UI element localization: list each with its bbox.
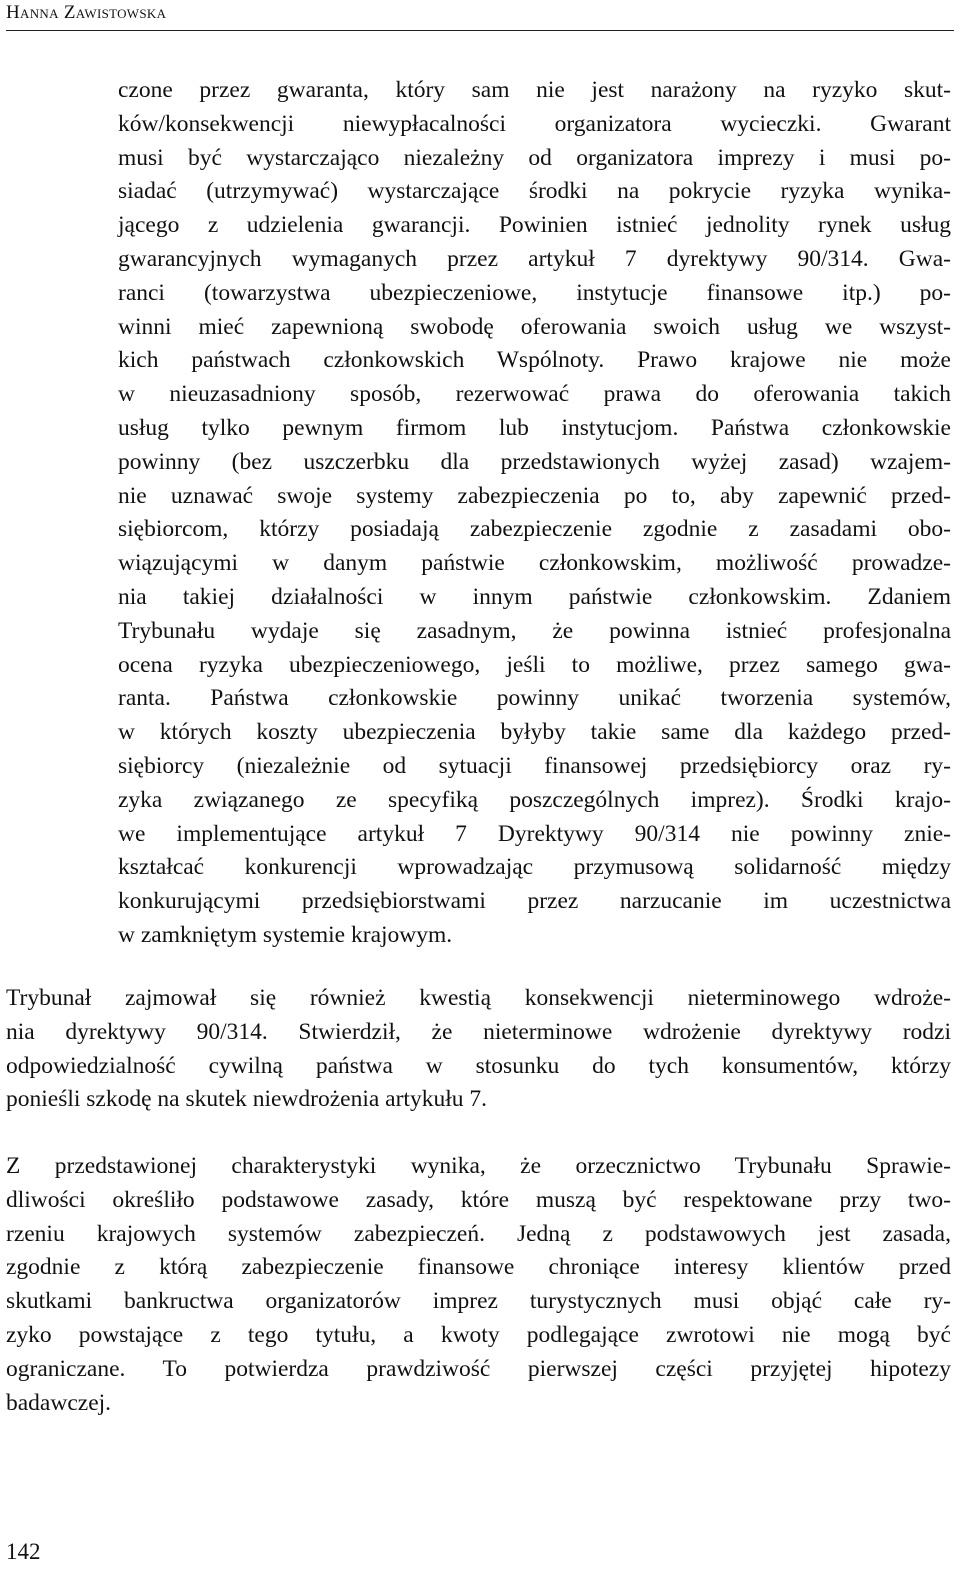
- quote-line: Trybunału wydaje się zasadnym, że powinna istnieć profesjonalna: [118, 617, 951, 644]
- paragraph-1-line: ponieśli szkodę na skutek niewdrożenia artykułu 7.: [6, 1086, 487, 1113]
- quote-line: kształcać konkurencji wprowadzając przymusową solidarność między: [118, 854, 951, 881]
- paragraph-1-line: nia dyrektywy 90/314. Stwierdził, że nieterminowe wdrożenie dyrektywy rodzi: [6, 1018, 951, 1045]
- quote-line: wiązującymi w danym państwie członkowskim, możliwość prowadze-: [118, 550, 951, 577]
- quote-line: w których koszty ubezpieczenia byłyby takie same dla każdego przed-: [118, 719, 951, 746]
- quote-line: siadać (utrzymywać) wystarczające środki na pokrycie ryzyka wynika-: [118, 178, 951, 205]
- quote-line: siębiorcy (niezależnie od sytuacji finansowej przedsiębiorcy oraz ry-: [118, 752, 951, 779]
- paragraph-1: [6, 982, 951, 1117]
- paragraph-2-line: Z przedstawionej charakterystyki wynika, że orzecznictwo Trybunału Sprawie-: [6, 1153, 951, 1179]
- quote-line: we implementujące artykuł 7 Dyrektywy 90/314 nie powinny znie-: [118, 820, 951, 847]
- header-author: Hanna Zawistowska: [6, 2, 167, 23]
- quote-line: ranci (towarzystwa ubezpieczeniowe, instytucje finansowe itp.) po-: [118, 279, 951, 306]
- paragraph-2: [6, 1150, 951, 1420]
- quote-line: czone przez gwaranta, który sam nie jest narażony na ryzyko skut-: [118, 77, 951, 103]
- paragraph-1-line: Trybunał zajmował się również kwestią konsekwencji nieterminowego wdroże-: [6, 985, 951, 1011]
- quote-line: kich państwach członkowskich Wspólnoty. Prawo krajowe nie może: [118, 347, 951, 374]
- quote-line: gwarancyjnych wymaganych przez artykuł 7 dyrektywy 90/314. Gwa-: [118, 245, 951, 272]
- paragraph-2-line: zyko powstające z tego tytułu, a kwoty podlegające zwrotowi nie mogą być: [6, 1321, 951, 1348]
- quote-line: ków/konsekwencji niewypłacalności organizatora wycieczki. Gwarant: [118, 110, 951, 137]
- paragraph-2-line: dliwości określiło podstawowe zasady, które muszą być respektowane przy two-: [6, 1186, 951, 1213]
- quote-line: siębiorcom, którzy posiadają zabezpieczenie zgodnie z zasadami obo-: [118, 516, 951, 543]
- quote-line: winni mieć zapewnioną swobodę oferowania swoich usług we wszyst-: [118, 313, 951, 340]
- page-number: 142: [6, 1539, 41, 1564]
- paragraph-2-line: zgodnie z którą zabezpieczenie finansowe chroniące interesy klientów przed: [6, 1254, 951, 1281]
- paragraph-2-line: badawczej.: [6, 1389, 112, 1416]
- quote-line: w zamkniętym systemie krajowym.: [118, 921, 453, 948]
- quote-line: musi być wystarczająco niezależny od organizatora imprezy i musi po-: [118, 144, 951, 171]
- quote-line: ocena ryzyka ubezpieczeniowego, jeśli to możliwe, przez samego gwa-: [118, 651, 951, 678]
- quote-line: nia takiej działalności w innym państwie członkowskim. Zdaniem: [118, 583, 951, 610]
- quote-line: konkurującymi przedsiębiorstwami przez narzucanie im uczestnictwa: [118, 888, 951, 915]
- quote-line: powinny (bez uszczerbku dla przedstawionych wyżej zasad) wzajem-: [118, 448, 951, 475]
- paragraph-2-line: skutkami bankructwa organizatorów imprez turystycznych musi objąć całe ry-: [6, 1288, 951, 1315]
- paragraph-2-line: ograniczane. To potwierdza prawdziwość pierwszej części przyjętej hipotezy: [6, 1355, 951, 1382]
- block-quote: [118, 74, 951, 953]
- paragraph-1-line: odpowiedzialność cywilną państwa w stosunku do tych konsumentów, którzy: [6, 1052, 951, 1079]
- quote-line: w nieuzasadniony sposób, rezerwować prawa do oferowania takich: [118, 381, 951, 408]
- quote-line: zyka związanego ze specyfiką poszczególnych imprez). Środki krajo-: [118, 786, 951, 813]
- quote-line: ranta. Państwa członkowskie powinny unikać tworzenia systemów,: [118, 685, 951, 712]
- quote-line: nie uznawać swoje systemy zabezpieczenia po to, aby zapewnić przed-: [118, 482, 951, 509]
- quote-line: usług tylko pewnym firmom lub instytucjom. Państwa członkowskie: [118, 414, 951, 441]
- paragraph-2-line: rzeniu krajowych systemów zabezpieczeń. Jedną z podstawowych jest zasada,: [6, 1220, 951, 1247]
- running-header: [6, 0, 954, 31]
- quote-line: jącego z udzielenia gwarancji. Powinien istnieć jednolity rynek usług: [118, 212, 951, 239]
